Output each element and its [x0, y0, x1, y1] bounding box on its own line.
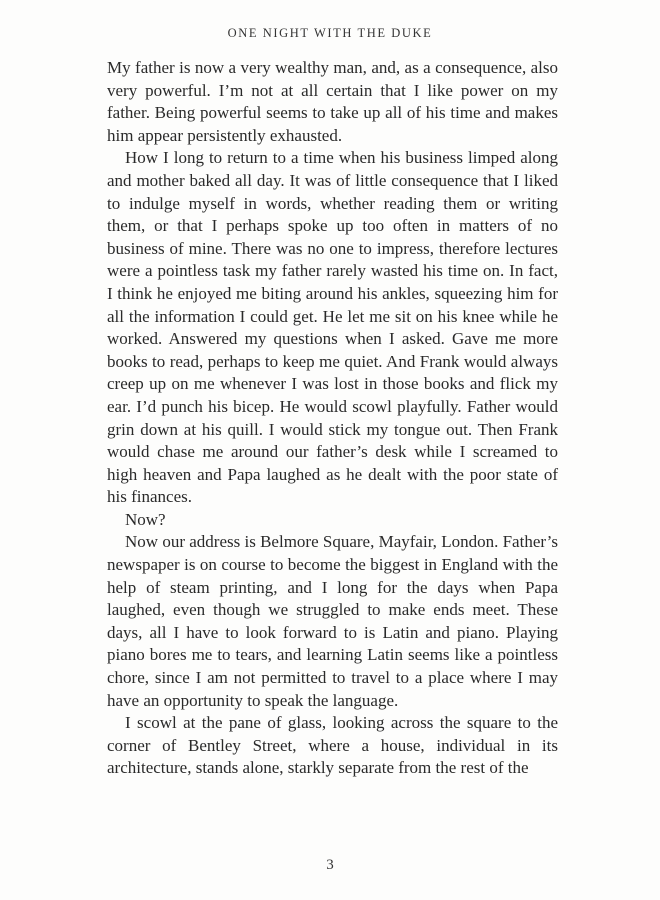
running-head: ONE NIGHT WITH THE DUKE [227, 26, 433, 40]
paragraph-5: I scowl at the pane of glass, looking across the square to the corner of Bentley Street, where a house, individual in its architecture, stands alone, starkly separate from the rest of the [107, 713, 558, 778]
paragraph-3: Now? [125, 509, 166, 529]
paragraph-1: My father is now a very wealthy man, and, as a consequence, also very powerful. I’m not at all certain that I like power on my father. Being powerful seems to take up all of his time and makes him appear persistently exhausted. [107, 58, 558, 145]
paragraph-4: Now our address is Belmore Square, Mayfair, London. Father’s newspaper is on course to become the biggest in England with the help of steam printing, and I long for the days when Papa laughed, even though we struggled to make ends meet. These days, all I have to look forward to is Latin and piano. Playing piano bores me to tears, and learning Latin seems like a pointless chore, since I am not permitted to travel to a place where I may have an opportunity to speak the language. [107, 532, 558, 710]
body-text [107, 57, 558, 780]
page-number: 3 [326, 857, 334, 873]
paragraph-2: How I long to return to a time when his business limped along and mother baked all day. It was of little consequence that I liked to indulge myself in words, whether reading them or writing them, or that I perhaps spoke up too often in matters of no business of mine. There was no one to impress, therefore lectures were a pointless task my father rarely wasted his time on. In fact, I think he enjoyed me biting around his ankles, squeezing him for all the information I could get. He let me sit on his knee while he worked. Answered my questions when I asked. Gave me more books to read, perhaps to keep me quiet. And Frank would always creep up on me whenever I was lost in those books and flick my ear. I’d punch his bicep. He would scowl playfully. Father would grin down at his quill. I would stick my tongue out. Then Frank would chase me around our father’s desk while I screamed to high heaven and Papa laughed as he dealt with the poor state of his finances. [107, 148, 558, 507]
